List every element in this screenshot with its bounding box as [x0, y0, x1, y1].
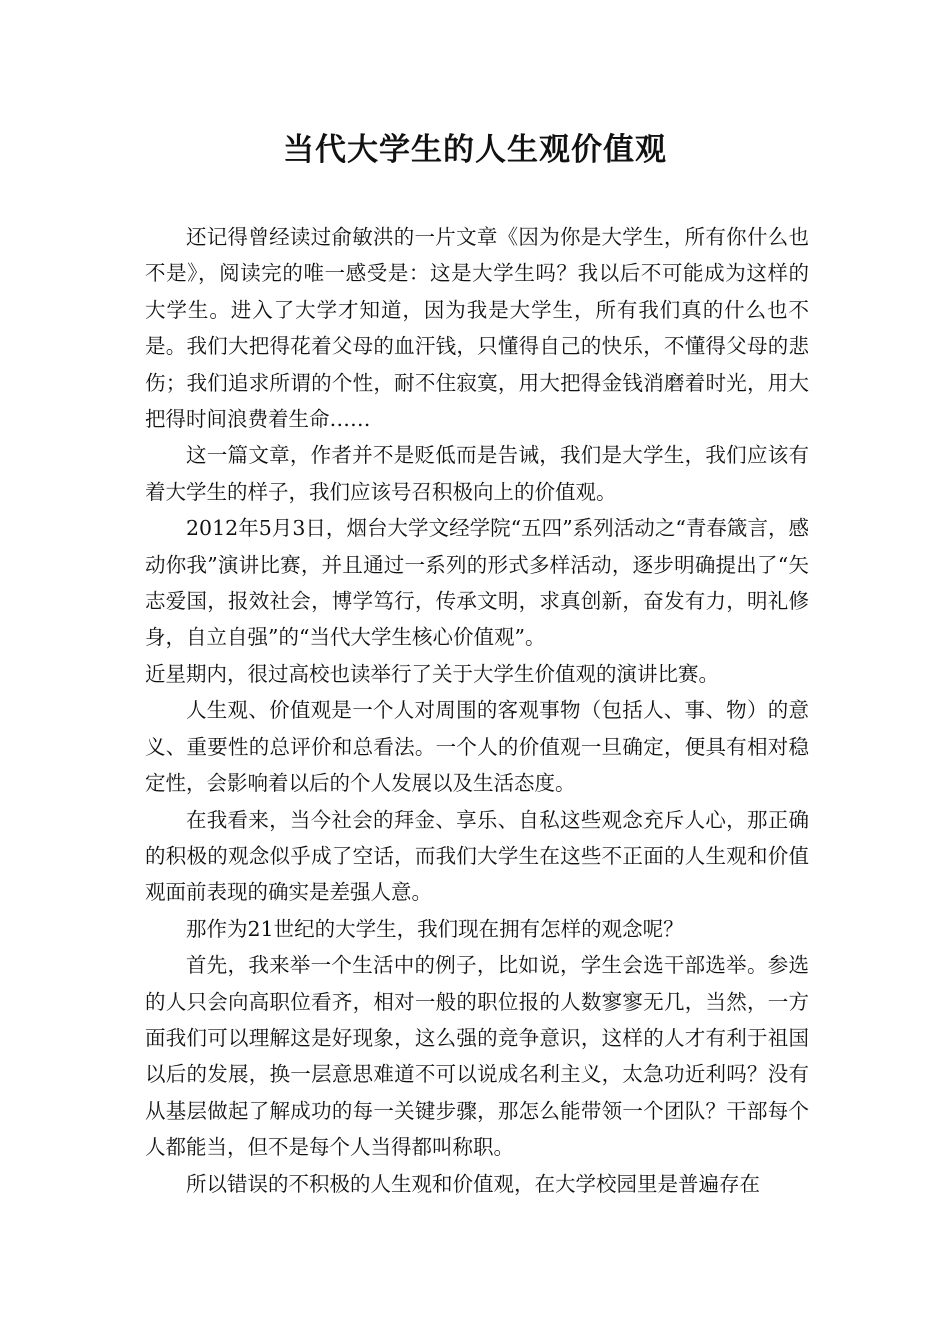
paragraph-2: 这一篇文章，作者并不是贬低而是告诫，我们是大学生，我们应该有着大学生的样子，我们应该号召积极向上的价值观。 [145, 443, 809, 504]
paragraph-7: 那作为21世纪的大学生，我们现在拥有怎样的观念呢？ [186, 916, 684, 941]
paragraph-9: 所以错误的不积极的人生观和价值观，在大学校园里是普遍存在 [186, 1171, 760, 1196]
paragraph-4: 近星期内，很过高校也读举行了关于大学生价值观的演讲比赛。 [145, 661, 719, 686]
paragraph-5: 人生观、价值观是一个人对周围的客观事物（包括人、事、物）的意义、重要性的总评价和总看法。一个人的价值观一旦确定，便具有相对稳定性，会影响着以后的个人发展以及生活态度。 [145, 698, 809, 796]
document-title: 当代大学生的人生观价值观 [283, 132, 667, 168]
document-body [145, 219, 809, 1202]
paragraph-3: 2012年5月3日，烟台大学文经学院“五四”系列活动之“青春箴言，感动你我”演讲比赛，并且通过一系列的形式多样活动，逐步明确提出了“矢志爱国，报效社会，博学笃行，传承文明，求真创新，奋发有力，明礼修身，自立自强”的“当代大学生核心价值观”。 [145, 516, 809, 650]
paragraph-8: 首先，我来举一个生活中的例子，比如说，学生会选干部选举。参选的人只会向高职位看齐，相对一般的职位报的人数寥寥无几，当然，一方面我们可以理解这是好现象，这么强的竞争意识，这样的人才有利于祖国以后的发展，换一层意思难道不可以说成名利主义，太急功近利吗？没有从基层做起了解成功的每一关键步骤，那怎么能带领一个团队？干部每个人都能当，但不是每个人当得都叫称职。 [145, 953, 809, 1160]
paragraph-1: 还记得曾经读过俞敏洪的一片文章《因为你是大学生，所有你什么也不是》，阅读完的唯一感受是：这是大学生吗？我以后不可能成为这样的大学生。进入了大学才知道，因为我是大学生，所有我们真的什么也不是。我们大把得花着父母的血汗钱，只懂得自己的快乐，不懂得父母的悲伤；我们追求所谓的个性，耐不住寂寞，用大把得金钱消磨着时光，用大把得时间浪费着生命…… [145, 225, 809, 432]
paragraph-6: 在我看来，当今社会的拜金、享乐、自私这些观念充斥人心，那正确的积极的观念似乎成了空话，而我们大学生在这些不正面的人生观和价值观面前表现的确实是差强人意。 [145, 807, 809, 905]
